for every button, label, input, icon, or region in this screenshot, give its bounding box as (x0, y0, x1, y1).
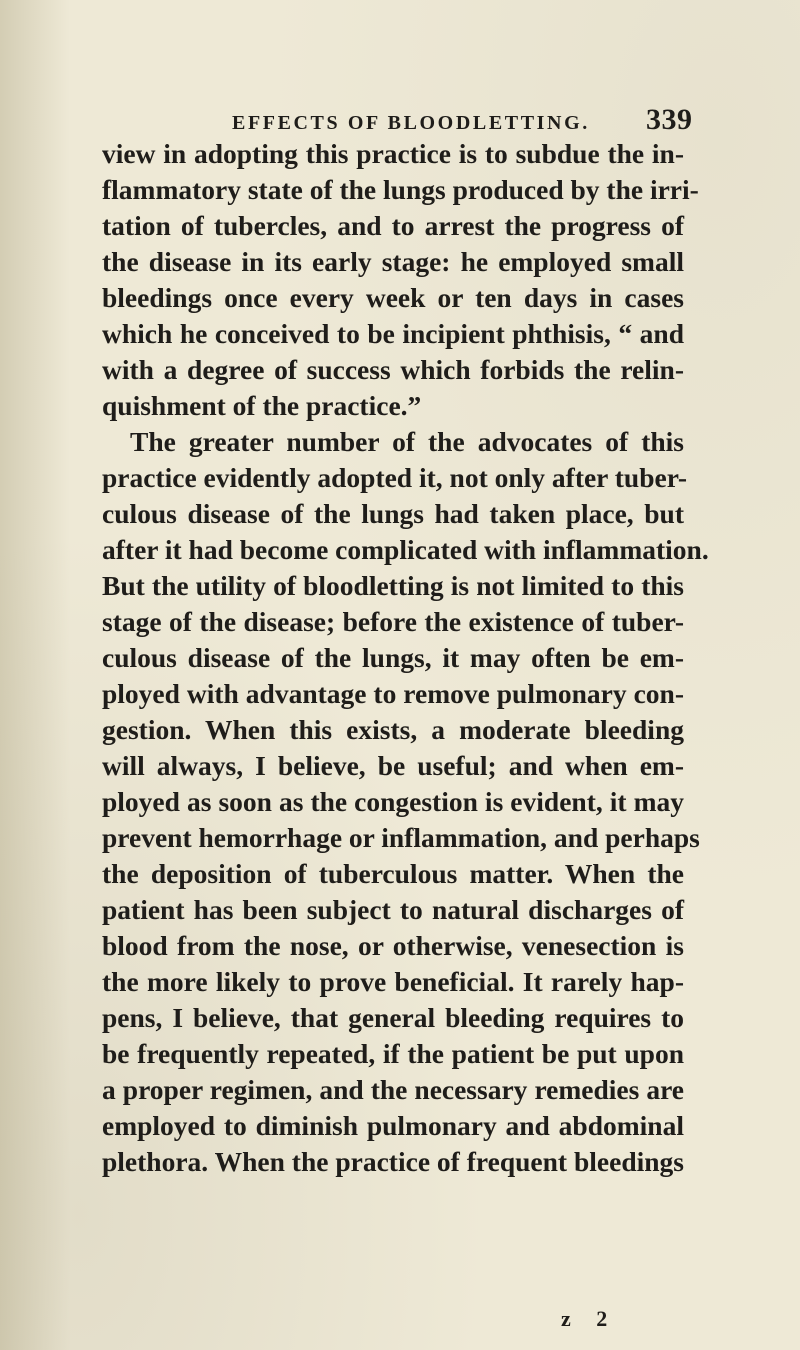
text-line: after it had become complicated with inflammation. (102, 534, 709, 565)
text-line: flammatory state of the lungs produced by the irri- (102, 174, 699, 205)
text-line: the deposition of tuberculous matter. When the (102, 858, 684, 889)
text-line: practice evidently adopted it, not only after tuber- (102, 462, 688, 493)
text-line: view in adopting this practice is to subdue the in- (102, 138, 684, 169)
text-line: blood from the nose, or otherwise, venesection is (102, 930, 684, 961)
text-line: prevent hemorrhage or inflammation, and perhaps (102, 822, 700, 853)
text-line: plethora. When the practice of frequent bleedings (102, 1146, 684, 1177)
text-line: culous disease of the lungs, it may often be em- (102, 642, 684, 673)
text-line: stage of the disease; before the existence of tuber- (102, 606, 684, 637)
text-line: But the utility of bloodletting is not limited to this (102, 570, 684, 601)
body-text (102, 136, 709, 1180)
text-line: culous disease of the lungs had taken place, but (102, 498, 684, 529)
text-line: which he conceived to be incipient phthisis, “ and (102, 318, 684, 349)
text-line: ployed with advantage to remove pulmonary con- (102, 678, 684, 709)
text-line: gestion. When this exists, a moderate bleeding (102, 714, 684, 745)
page-number: 339 (646, 103, 693, 136)
text-line: bleedings once every week or ten days in cases (102, 282, 684, 313)
text-line: quishment of the practice.” (102, 390, 422, 421)
text-line: the disease in its early stage: he employed small (102, 246, 684, 277)
text-line: the more likely to prove beneficial. It rarely hap- (102, 966, 684, 997)
text-line: with a degree of success which forbids the relin- (102, 354, 684, 385)
signature-mark: z 2 (561, 1306, 618, 1331)
page-gutter-shadow (0, 0, 70, 1350)
text-line: ployed as soon as the congestion is evident, it may (102, 786, 684, 817)
paragraph-start-line: The greater number of the advocates of this (130, 426, 684, 457)
text-line: pens, I believe, that general bleeding requires to (102, 1002, 684, 1033)
text-line: be frequently repeated, if the patient be put upon (102, 1038, 684, 1069)
text-line: patient has been subject to natural discharges of (102, 894, 684, 925)
text-line: a proper regimen, and the necessary remedies are (102, 1074, 684, 1105)
running-head-title: EFFECTS OF BLOODLETTING. (232, 112, 590, 134)
text-line: will always, I believe, be useful; and when em- (102, 750, 684, 781)
text-line: employed to diminish pulmonary and abdominal (102, 1110, 684, 1141)
text-line: tation of tubercles, and to arrest the progress of (102, 210, 684, 241)
